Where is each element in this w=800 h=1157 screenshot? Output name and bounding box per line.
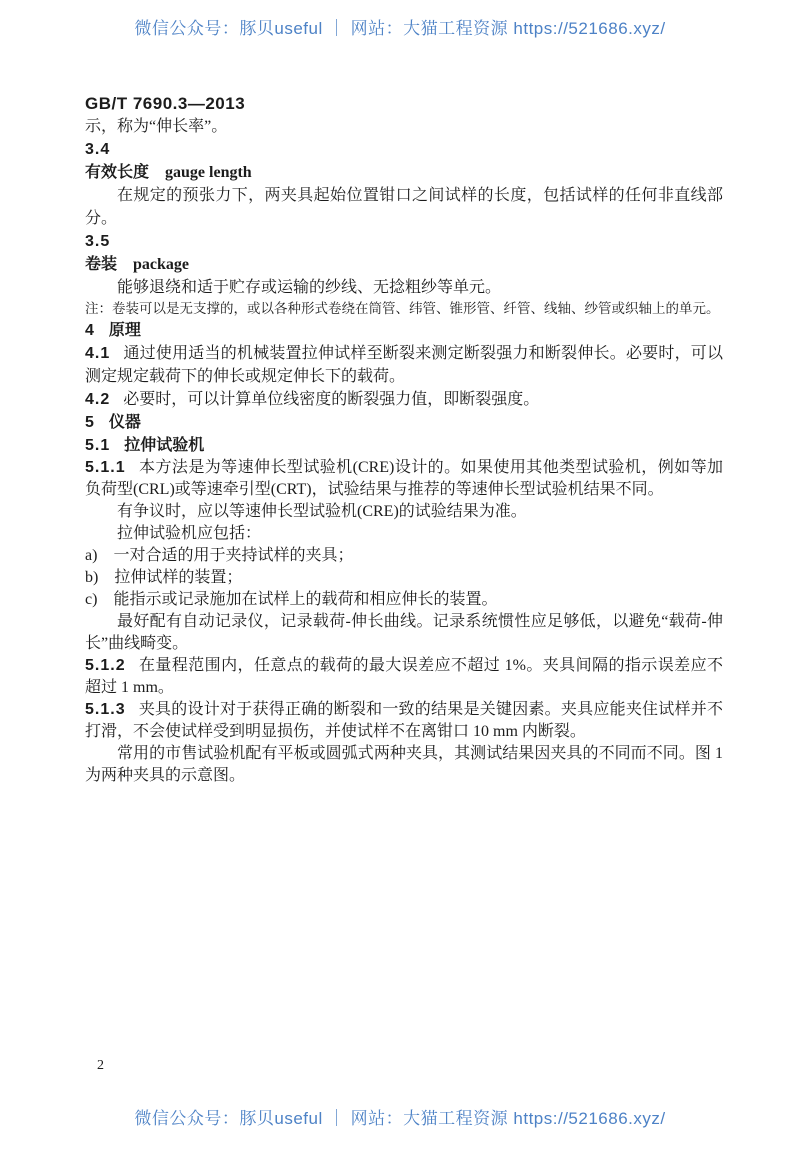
clause-5-1-2 xyxy=(85,655,723,699)
clause-number-3-4: 3.4 xyxy=(85,141,111,158)
clause-4-1 xyxy=(85,342,723,388)
watermark-bottom: 微信公众号：豚贝useful ｜ 网站：大猫工程资源 https://521686.xyz/ xyxy=(134,1109,666,1128)
clause-text: 夹具的设计对于获得正确的断裂和一致的结果是关键因素。夹具应能夹住试样并不打滑，不会使试样受到明显损伤，并使试样不在离钳口 10 mm 内断裂。 xyxy=(85,701,723,740)
clause-5-1-3 xyxy=(85,699,723,743)
list-item-text: 能指示或记录施加在试样上的载荷和相应伸长的装置。 xyxy=(113,591,498,608)
clause-number: 4.1 xyxy=(85,345,111,362)
note-3-5: 注：卷装可以是无支撑的，或以各种形式卷绕在筒管、纬管、锥形管、纤管、线轴、纱管或织轴上的单元。 xyxy=(85,301,720,316)
section-title: 原理 xyxy=(108,322,141,339)
list-item-b xyxy=(85,567,723,589)
clause-text: 本方法是为等速伸长型试验机(CRE)设计的。如果使用其他类型试验机，例如等加负荷型(CRL)或等速牵引型(CRT)，试验结果与推荐的等速伸长型试验机结果不同。 xyxy=(85,459,723,498)
term-en: gauge length xyxy=(165,164,252,181)
section-number: 5 xyxy=(85,414,95,431)
clause-number: 4.2 xyxy=(85,391,111,408)
clause-number-3-5: 3.5 xyxy=(85,233,111,250)
definition-3-4: 在规定的预张力下，两夹具起始位置钳口之间试样的长度，包括试样的任何非直线部分。 xyxy=(85,187,723,227)
clause-number: 5.1 xyxy=(85,437,111,454)
section-heading-4 xyxy=(85,319,723,342)
clause-5-1-1-para-3: 拉伸试验机应包括： xyxy=(117,525,262,542)
term-3-4 xyxy=(85,161,723,184)
section-title: 仪器 xyxy=(108,414,141,431)
clause-5-1-1-para-2: 有争议时，应以等速伸长型试验机(CRE)的试验结果为准。 xyxy=(117,503,527,520)
clause-5-1-3-para-2: 常用的市售试验机配有平板或圆弧式两种夹具，其测试结果因夹具的不同而不同。图 1 为两种夹具的示意图。 xyxy=(85,745,723,784)
clause-5-1-1 xyxy=(85,457,723,501)
clause-number: 5.1.1 xyxy=(85,459,126,476)
continuation-paragraph: 示，称为“伸长率”。 xyxy=(85,118,228,135)
term-en: package xyxy=(133,256,190,273)
clause-4-2 xyxy=(85,388,723,411)
list-item-label: c) xyxy=(85,591,98,608)
clause-number: 5.1.2 xyxy=(85,657,126,674)
standard-number: GB/T 7690.3—2013 xyxy=(85,94,246,113)
term-zh: 卷装 xyxy=(85,256,118,273)
clause-5-1-1-para-4: 最好配有自动记录仪，记录载荷-伸长曲线。记录系统惯性应足够低，以避免“载荷-伸长”曲线畸变。 xyxy=(85,613,723,652)
definition-3-5: 能够退绕和适于贮存或运输的纱线、无捻粗纱等单元。 xyxy=(117,279,502,296)
list-item-label: a) xyxy=(85,547,98,564)
page-number: 2 xyxy=(97,1058,104,1073)
list-item-text: 一对合适的用于夹持试样的夹具； xyxy=(113,547,354,564)
list-item-a xyxy=(85,545,723,567)
clause-number: 5.1.3 xyxy=(85,701,126,718)
term-zh: 有效长度 xyxy=(85,164,150,181)
section-number: 4 xyxy=(85,322,95,339)
list-item-c xyxy=(85,589,723,611)
clause-title: 拉伸试验机 xyxy=(124,437,205,454)
term-3-5 xyxy=(85,253,723,276)
subsection-heading-5-1 xyxy=(85,434,723,457)
section-heading-5 xyxy=(85,411,723,434)
clause-text: 必要时，可以计算单位线密度的断裂强力值，即断裂强度。 xyxy=(123,391,540,408)
watermark-top: 微信公众号：豚贝useful ｜ 网站：大猫工程资源 https://521686.xyz/ xyxy=(134,19,666,38)
list-item-text: 拉伸试样的装置； xyxy=(114,569,243,586)
clause-text: 通过使用适当的机械装置拉伸试样至断裂来测定断裂强力和断裂伸长。必要时，可以测定规定载荷下的伸长或规定伸长下的载荷。 xyxy=(85,345,723,385)
document-content xyxy=(85,92,723,787)
list-item-label: b) xyxy=(85,569,99,586)
clause-text: 在量程范围内，任意点的载荷的最大误差应不超过 1%。夹具间隔的指示误差应不超过 1 mm。 xyxy=(85,657,723,696)
